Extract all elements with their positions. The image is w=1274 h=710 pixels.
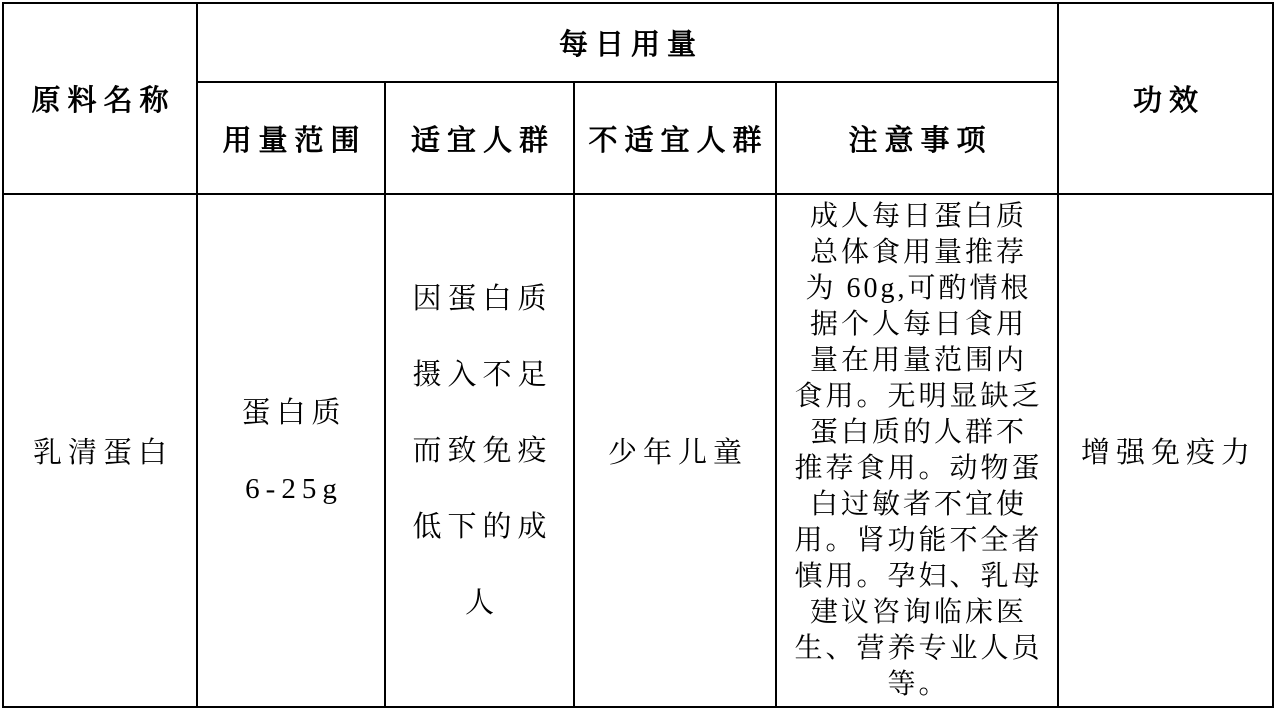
text-line: 低下的成 [412, 510, 553, 543]
table-row [3, 194, 1273, 707]
text-line: 成人每日蛋白质 [810, 200, 1028, 232]
text-line: 食用。无明显缺乏 [794, 380, 1043, 412]
text-line: 白过敏者不宜使 [810, 488, 1028, 520]
cell-efficacy: 增强免疫力 [1058, 194, 1273, 707]
cell-notes [776, 194, 1058, 707]
text-line: 建议咨询临床医 [810, 596, 1028, 628]
text-line: 用。肾功能不全者 [794, 524, 1043, 556]
cell-dosage-range [197, 194, 385, 707]
cell-suitable [385, 194, 574, 707]
text-line: 量在用量范围内 [810, 344, 1028, 376]
header-notes: 注意事项 [776, 82, 1058, 194]
cell-material: 乳清蛋白 [3, 194, 197, 707]
text-line: 而致免疫 [412, 434, 553, 467]
header-dosage-range: 用量范围 [197, 82, 385, 194]
text-line: 等。 [887, 668, 950, 700]
cell-unsuitable: 少年儿童 [574, 194, 776, 707]
text-line: 生、营养专业人员 [794, 632, 1043, 664]
text-line: 蛋白质的人群不 [810, 416, 1028, 448]
header-efficacy: 功效 [1058, 3, 1273, 194]
text-line: 据个人每日食用 [810, 308, 1028, 340]
header-suitable: 适宜人群 [385, 82, 574, 194]
text-line: 慎用。孕妇、乳母 [794, 560, 1043, 592]
text-line: 摄入不足 [412, 358, 553, 391]
text-line: 人 [464, 586, 500, 619]
header-material: 原料名称 [3, 3, 197, 194]
header-unsuitable: 不适宜人群 [574, 82, 776, 194]
text-line: 因蛋白质 [412, 282, 553, 315]
text-line: 为 60g,可酌情根 [805, 272, 1032, 304]
text-line: 6-25g [245, 472, 343, 505]
ingredient-dosage-table [2, 2, 1274, 708]
header-daily-dosage: 每日用量 [197, 3, 1058, 82]
text-line: 蛋白质 [241, 396, 347, 429]
text-line: 总体食用量推荐 [810, 236, 1028, 268]
text-line: 推荐食用。动物蛋 [794, 452, 1043, 484]
